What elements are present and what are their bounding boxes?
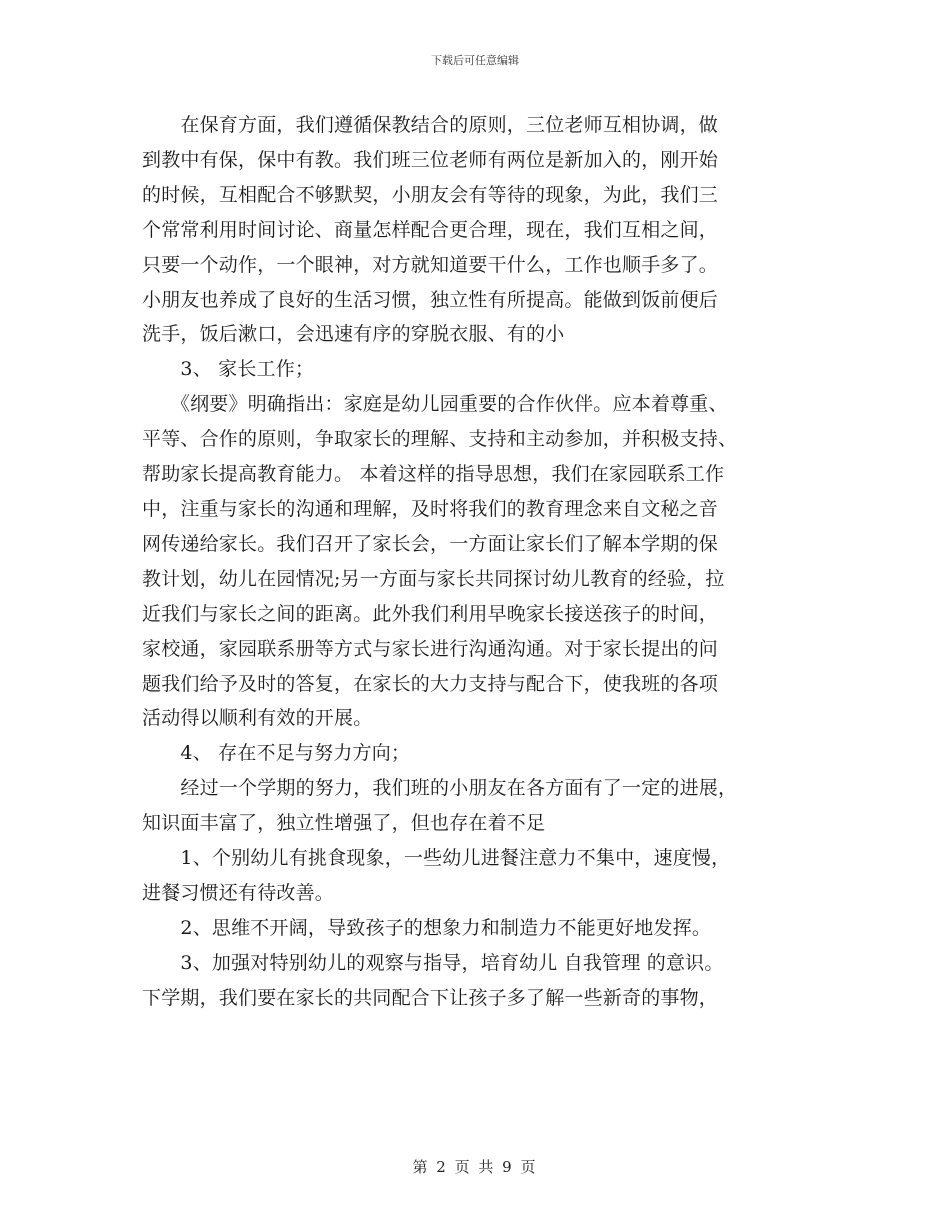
text-line: 活动得以顺利有效的开展。: [142, 707, 373, 730]
text-line: 小朋友也养成了良好的生活习惯，独立性有所提高。能做到饭前便后: [142, 288, 719, 311]
text-line: 下学期，我们要在家长的共同配合下让孩子多了解一些新奇的事物，: [142, 986, 719, 1009]
text-line: 的时候，互相配合不够默契，小朋友会有等待的现象，为此，我们三: [142, 183, 719, 206]
section-heading-shortcomings: 4、 存在不足与努力方向；: [142, 742, 411, 765]
text-line: 平等、合作的原则，争取家长的理解、支持和主动参加，并积极支持、: [142, 428, 738, 451]
text-line: 到教中有保，保中有教。我们班三位老师有两位是新加入的，刚开始: [142, 148, 719, 171]
text-line: 只要一个动作，一个眼神，对方就知道要干什么，工作也顺手多了。: [142, 253, 719, 276]
text-line: 洗手，饭后漱口，会迅速有序的穿脱衣服、有的小: [142, 323, 565, 346]
text-line: 进餐习惯还有待改善。: [142, 881, 335, 904]
list-item: 2、思维不开阔，导致孩子的想象力和制造力不能更好地发挥。: [142, 916, 712, 939]
text-line: 帮助家长提高教育能力。 本着这样的指导思想，我们在家园联系工作: [142, 463, 725, 486]
page-header: 下载后可任意编辑: [431, 54, 519, 67]
text-line: 经过一个学期的努力，我们班的小朋友在各方面有了一定的进展，: [142, 777, 738, 800]
list-item: 3、加强对特别幼儿的观察与指导，培育幼儿 自我管理 的意识。: [142, 951, 724, 974]
text-line: 网传递给家长。我们召开了家长会，一方面让家长们了解本学期的保: [142, 532, 719, 555]
list-item: 1、个别幼儿有挑食现象，一些幼儿进餐注意力不集中，速度慢，: [142, 847, 731, 870]
text-line: 知识面丰富了，独立性增强了，但也存在着不足: [142, 812, 546, 835]
text-line: 题我们给予及时的答复，在家长的大力支持与配合下，使我班的各项: [142, 672, 719, 695]
text-line: 个常常利用时间讨论、商量怎样配合更合理，现在，我们互相之间，: [142, 218, 719, 241]
text-line: 《纲要》明确指出：家庭是幼儿园重要的合作伙伴。应本着尊重、: [142, 393, 728, 416]
text-line: 家校通，家园联系册等方式与家长进行沟通沟通。对于家长提出的问: [142, 637, 719, 660]
text-line: 在保育方面，我们遵循保教结合的原则，三位老师互相协调，做: [142, 114, 719, 136]
text-line: 教计划，幼儿在园情况;另一方面与家长共同探讨幼儿教育的经验，拉: [142, 567, 725, 590]
text-line: 近我们与家长之间的距离。此外我们利用早晚家长接送孩子的时间，: [142, 602, 719, 625]
section-heading-parents: 3、 家长工作；: [142, 358, 315, 381]
page-footer: 第 2 页 共 9 页: [412, 1158, 538, 1176]
text-line: 中，注重与家长的沟通和理解，及时将我们的教育理念来自文秘之音: [142, 497, 719, 520]
document-body: [142, 108, 812, 1016]
